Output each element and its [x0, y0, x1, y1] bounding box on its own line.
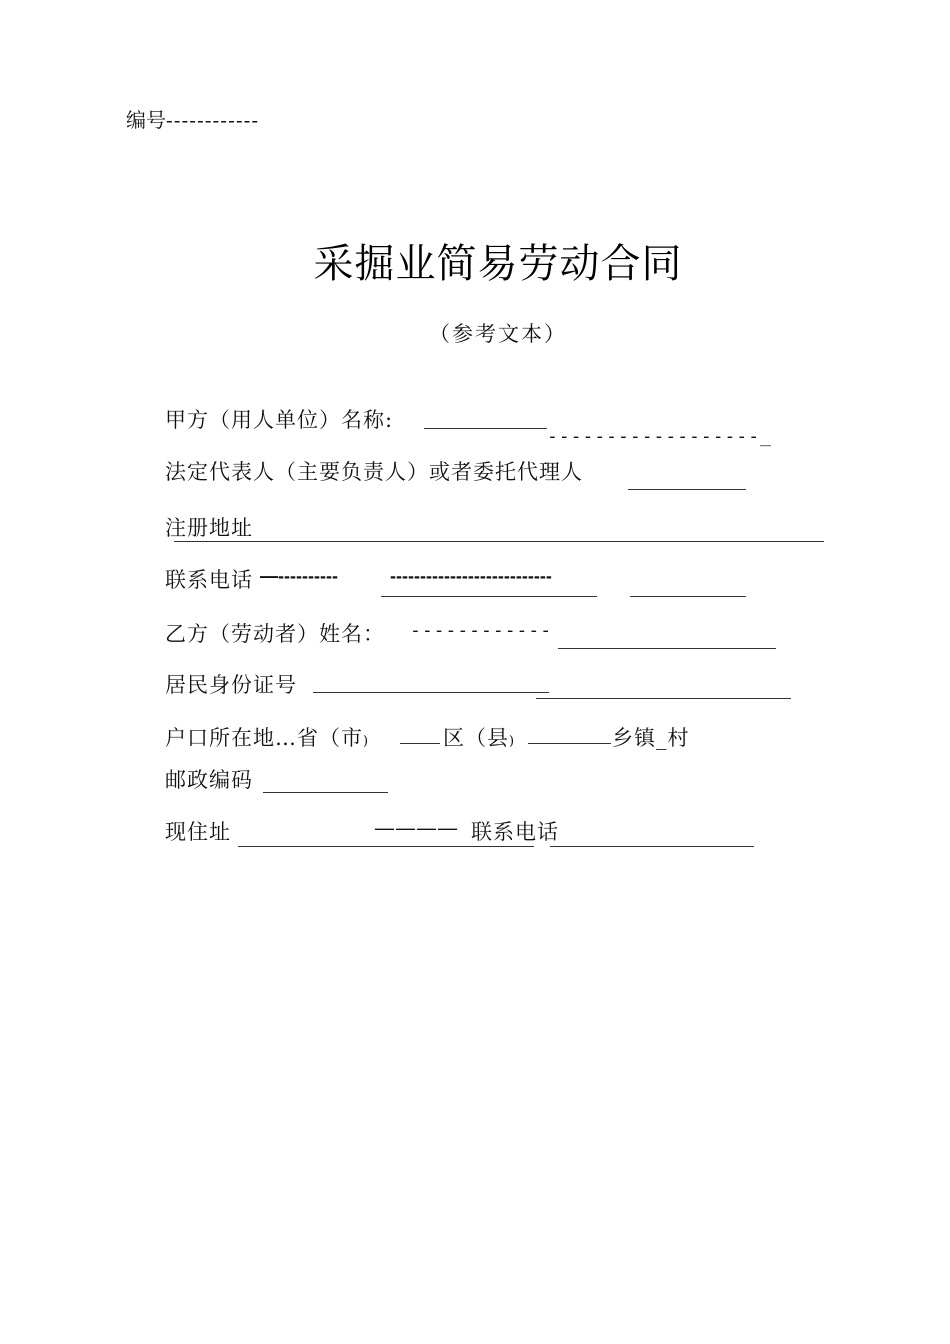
page-title: 采掘业简易劳动合同	[313, 241, 683, 287]
postcode-label: 邮政编码	[165, 768, 253, 792]
party-b-name-label: 乙方（劳动者）姓名：	[165, 622, 385, 646]
phone-b-label: 联系电话	[471, 820, 559, 844]
hukou-district-line	[443, 722, 515, 752]
hukou-district: 区（县	[443, 726, 509, 750]
id-number-label: 居民身份证号	[165, 673, 297, 697]
id-number-blank-2[interactable]	[536, 698, 791, 699]
serial-label: 编号	[126, 108, 166, 132]
hukou-village: _村	[656, 726, 690, 750]
phone-b-blank[interactable]	[550, 846, 754, 847]
hukou-line	[165, 722, 369, 752]
party-b-name-blank[interactable]	[558, 648, 776, 649]
party-a-name-dashes: ------------------_	[547, 426, 772, 447]
phone-a-dashes-2: ---------------------------	[390, 566, 552, 586]
reg-address-blank[interactable]	[174, 541, 824, 542]
hukou-town-line	[612, 722, 690, 752]
serial-dashes: ------------	[166, 108, 260, 132]
current-address-dashes: ————	[374, 816, 458, 840]
phone-a-label: 联系电话	[165, 568, 253, 592]
current-address-blank[interactable]	[238, 846, 534, 847]
id-number-blank-1[interactable]	[313, 692, 549, 693]
hukou-paren-2: )	[509, 734, 516, 749]
reg-address-label: 注册地址	[165, 516, 253, 540]
serial-number	[126, 104, 259, 133]
party-b-name-dashes: ------------	[410, 620, 553, 641]
phone-a-dashes-1: —----------	[260, 566, 338, 586]
legal-rep-blank[interactable]	[628, 489, 746, 490]
party-a-name-label: 甲方（用人单位）名称:	[165, 408, 394, 432]
current-address-label: 现住址	[165, 820, 231, 844]
hukou-district-blank[interactable]	[528, 743, 611, 744]
party-a-name-blank[interactable]	[424, 428, 547, 429]
page-subtitle: （参考文本）	[429, 322, 567, 346]
postcode-blank[interactable]	[263, 792, 388, 793]
phone-a-blank-1[interactable]	[381, 596, 597, 597]
hukou-city-blank[interactable]	[400, 743, 440, 744]
legal-rep-label: 法定代表人（主要负责人）或者委托代理人	[165, 460, 583, 484]
phone-a-blank-2[interactable]	[630, 596, 746, 597]
hukou-town: 乡镇	[612, 726, 656, 750]
hukou-paren-1: )	[363, 734, 370, 749]
hukou-prefix: 户口所在地…省（市	[165, 726, 363, 750]
